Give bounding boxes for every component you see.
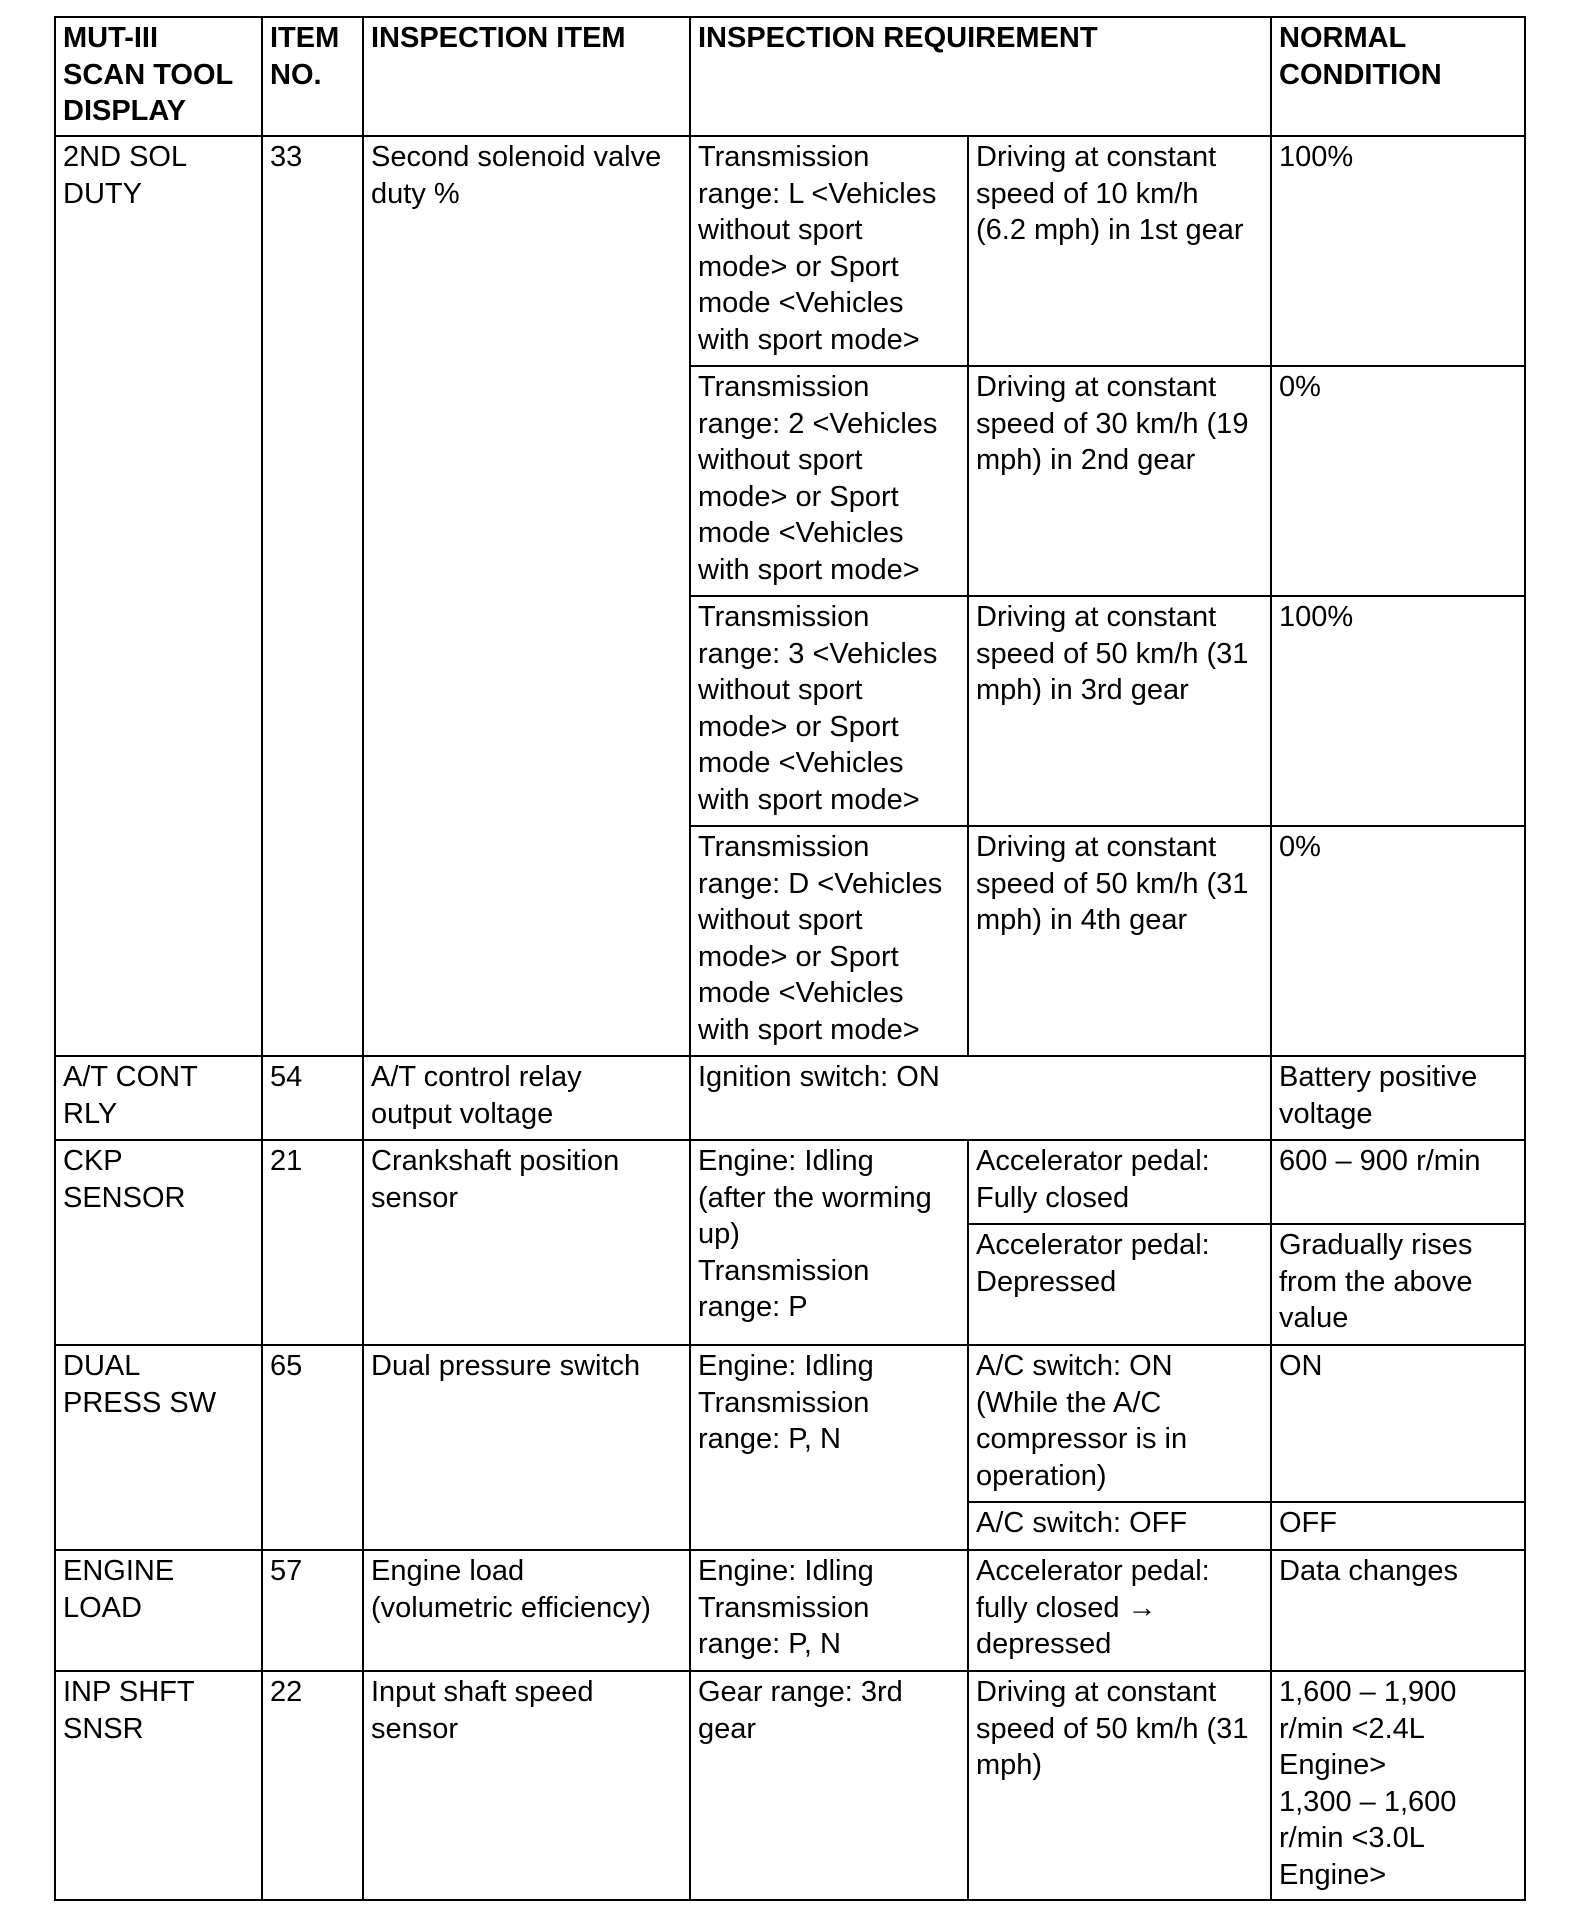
- table-row: [55, 1550, 1525, 1671]
- item-no-cell: 33: [262, 136, 363, 1056]
- normal-condition-cell: 0%: [1271, 826, 1525, 1056]
- normal-condition-cell: OFF: [1271, 1502, 1525, 1550]
- normal-condition-cell: 1,600 – 1,900 r/min <2.4L Engine> 1,300 – 1,600 r/min <3.0L Engine>: [1271, 1671, 1525, 1900]
- display-cell: DUAL PRESS SW: [55, 1345, 262, 1550]
- inspection-item-cell: A/T control relay output voltage: [363, 1056, 690, 1140]
- normal-condition-cell: Gradually rises from the above value: [1271, 1224, 1525, 1345]
- table-row: [55, 136, 1525, 366]
- display-cell: ENGINE LOAD: [55, 1550, 262, 1671]
- normal-condition-cell: 600 – 900 r/min: [1271, 1140, 1525, 1224]
- display-cell: 2ND SOL DUTY: [55, 136, 262, 1056]
- header-inspection-requirement: INSPECTION REQUIREMENT: [690, 17, 1271, 136]
- condition-cell: Driving at constant speed of 50 km/h (31 mph) in 3rd gear: [968, 596, 1271, 826]
- normal-condition-cell: ON: [1271, 1345, 1525, 1502]
- normal-condition-cell: 100%: [1271, 136, 1525, 366]
- requirement-cell: Transmission range: D <Vehicles without sport mode> or Sport mode <Vehicles with sport mode>: [690, 826, 968, 1056]
- condition-cell: A/C switch: ON (While the A/C compressor is in operation): [968, 1345, 1271, 1502]
- condition-cell: Driving at constant speed of 10 km/h (6.2 mph) in 1st gear: [968, 136, 1271, 366]
- header-item-no: ITEM NO.: [262, 17, 363, 136]
- header-inspection-item: INSPECTION ITEM: [363, 17, 690, 136]
- requirement-cell: Engine: Idling Transmission range: P, N: [690, 1345, 968, 1550]
- display-cell: A/T CONT RLY: [55, 1056, 262, 1140]
- header-row: [55, 17, 1525, 136]
- condition-cell: A/C switch: OFF: [968, 1502, 1271, 1550]
- requirement-cell: Engine: Idling (after the worming up) Transmission range: P: [690, 1140, 968, 1345]
- normal-condition-cell: 100%: [1271, 596, 1525, 826]
- table-row: [55, 1056, 1525, 1140]
- requirement-cell: Transmission range: 3 <Vehicles without sport mode> or Sport mode <Vehicles with sport mode>: [690, 596, 968, 826]
- item-no-cell: 54: [262, 1056, 363, 1140]
- inspection-item-cell: Dual pressure switch: [363, 1345, 690, 1550]
- table-row: [55, 1140, 1525, 1224]
- normal-condition-cell: 0%: [1271, 366, 1525, 596]
- display-cell: CKP SENSOR: [55, 1140, 262, 1345]
- inspection-table: [54, 16, 1526, 1901]
- condition-cell: Driving at constant speed of 50 km/h (31 mph): [968, 1671, 1271, 1900]
- inspection-item-cell: Engine load (volumetric efficiency): [363, 1550, 690, 1671]
- table-row: [55, 1671, 1525, 1900]
- requirement-cell: Transmission range: L <Vehicles without sport mode> or Sport mode <Vehicles with sport mode>: [690, 136, 968, 366]
- item-no-cell: 65: [262, 1345, 363, 1550]
- condition-cell: Accelerator pedal: Fully closed: [968, 1140, 1271, 1224]
- requirement-cell: Ignition switch: ON: [690, 1056, 1271, 1140]
- condition-cell: Accelerator pedal: Depressed: [968, 1224, 1271, 1345]
- item-no-cell: 21: [262, 1140, 363, 1345]
- requirement-cell: Gear range: 3rd gear: [690, 1671, 968, 1900]
- condition-cell: Driving at constant speed of 50 km/h (31 mph) in 4th gear: [968, 826, 1271, 1056]
- inspection-item-cell: Second solenoid valve duty %: [363, 136, 690, 1056]
- normal-condition-cell: Battery positive voltage: [1271, 1056, 1525, 1140]
- condition-cell: Accelerator pedal: fully closed → depressed: [968, 1550, 1271, 1671]
- inspection-item-cell: Input shaft speed sensor: [363, 1671, 690, 1900]
- item-no-cell: 22: [262, 1671, 363, 1900]
- display-cell: INP SHFT SNSR: [55, 1671, 262, 1900]
- table-row: [55, 1345, 1525, 1502]
- requirement-cell: Engine: Idling Transmission range: P, N: [690, 1550, 968, 1671]
- normal-condition-cell: Data changes: [1271, 1550, 1525, 1671]
- header-scan-tool-display: MUT-III SCAN TOOL DISPLAY: [55, 17, 262, 136]
- inspection-item-cell: Crankshaft position sensor: [363, 1140, 690, 1345]
- header-normal-condition: NORMAL CONDITION: [1271, 17, 1525, 136]
- condition-cell: Driving at constant speed of 30 km/h (19 mph) in 2nd gear: [968, 366, 1271, 596]
- item-no-cell: 57: [262, 1550, 363, 1671]
- requirement-cell: Transmission range: 2 <Vehicles without sport mode> or Sport mode <Vehicles with sport mode>: [690, 366, 968, 596]
